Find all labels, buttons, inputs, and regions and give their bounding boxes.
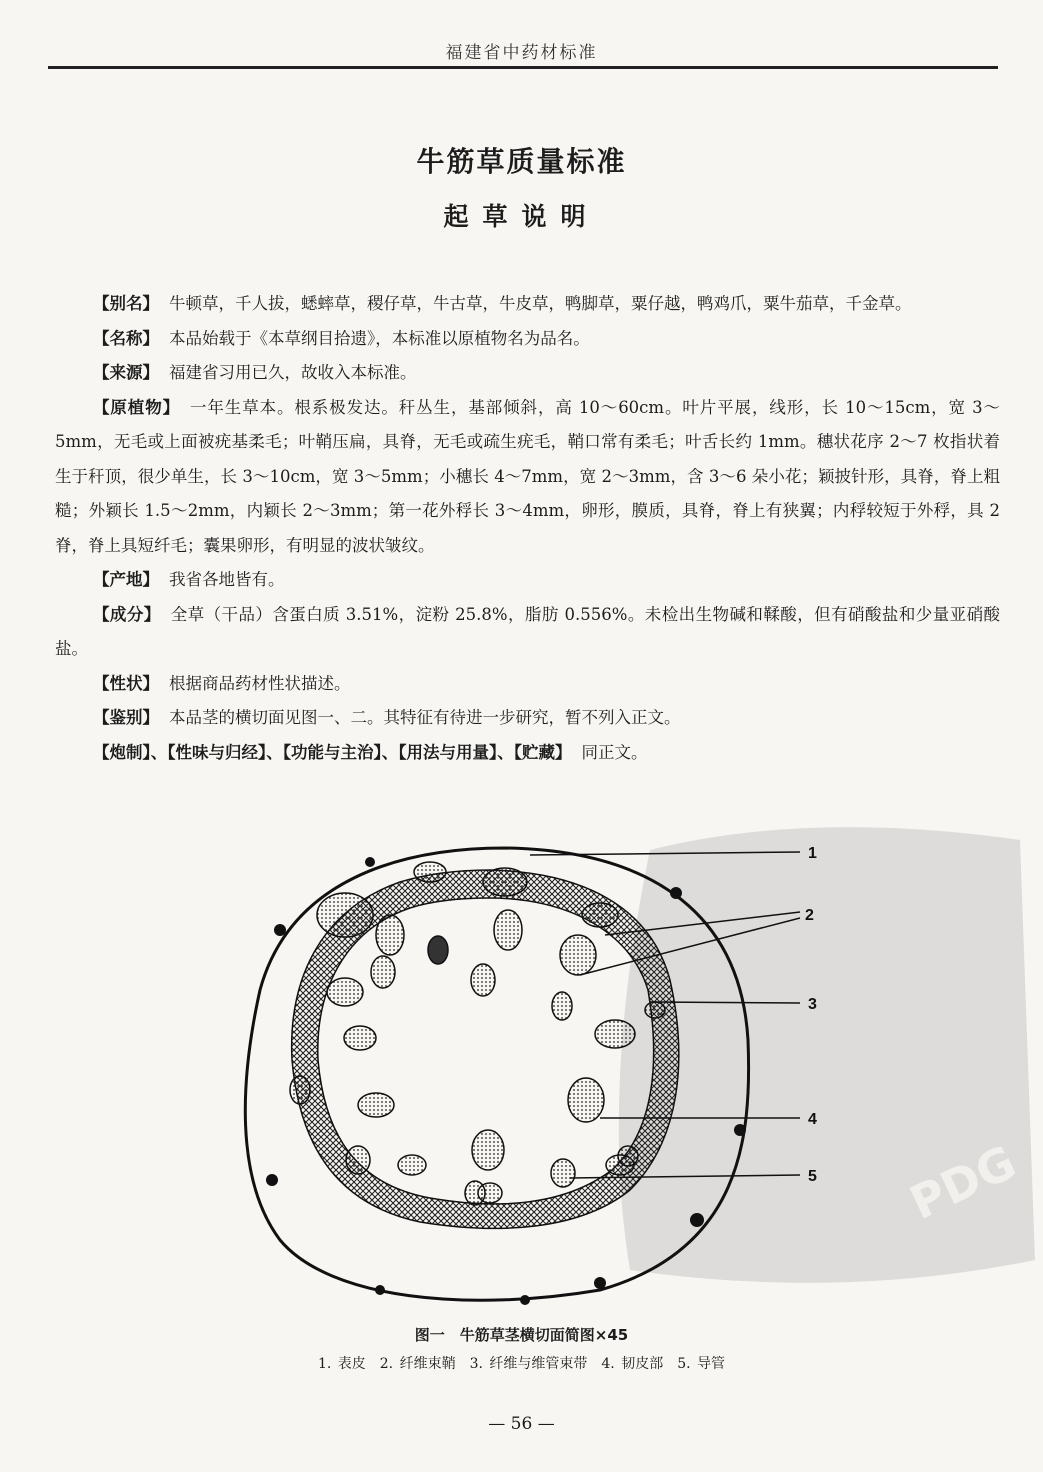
- section-tag: 【别名】: [93, 294, 159, 313]
- figure-caption: 图一 牛筋草茎横切面简图×45: [414, 1326, 629, 1344]
- section-tag: 【成分】: [93, 604, 161, 624]
- vascular-bundles: [327, 910, 638, 1205]
- callout-label: 5: [808, 1168, 817, 1185]
- callout-label: 2: [805, 907, 814, 924]
- figure-legend: 1. 表皮 2. 纤维束鞘 3. 纤维与维管束带 4. 韧皮部 5. 导管: [317, 1356, 726, 1372]
- section-name: [55, 322, 1000, 357]
- section-plant: [55, 391, 1000, 564]
- section-origin: [55, 563, 1000, 598]
- callout-label: 3: [808, 996, 817, 1013]
- section-text: 同正文。: [581, 742, 648, 762]
- page-number: — 56 —: [488, 1414, 555, 1434]
- stem-cross-section-figure: [0, 830, 1043, 1320]
- section-alias: [55, 287, 1000, 322]
- section-tag: 【来源】: [93, 363, 159, 382]
- section-text: 一年生草本。根系极发达。秆丛生，基部倾斜，高 10～60cm。叶片平展，线形，长 10～15cm，宽 3～5mm，无毛或上面被疣基柔毛；叶鞘压扁，具脊，无毛或疏生疣毛，鞘口常有柔毛；叶舌长约 1mm。穗状花序 2～7 枚指状着生于秆顶，很少单生，长 3～10cm，宽 3～5mm；小穗长 4～7mm，宽 2～3mm，含 3～6 朵小花；颖披针形，具脊，脊上粗糙；外颖长 1.5～2mm，内颖长 2～3mm；第一花外稃长 3～4mm，卵形，膜质，具脊，脊上有狭翼；内稃较短于外稃，具 2 脊，脊上具短纤毛；囊果卵形，有明显的波状皱纹。: [55, 397, 1000, 555]
- header-rule: [48, 66, 998, 69]
- section-identification: [55, 701, 1000, 736]
- section-tag: 【性状】: [93, 673, 159, 693]
- section-tag: 【产地】: [93, 570, 159, 589]
- fiber-sheath-caps: [290, 862, 665, 1175]
- section-tag: 【名称】: [93, 328, 159, 348]
- section-text: 牛顿草，千人拔，蟋蟀草，稷仔草，牛古草，牛皮草，鸭脚草，粟仔越，鸭鸡爪，粟牛茄草，千金草。: [169, 294, 912, 313]
- section-tag: 【鉴别】: [93, 708, 159, 727]
- section-text: 全草（干品）含蛋白质 3.51%，淀粉 25.8%，脂肪 0.556%。未检出生物碱和鞣酸，但有硝酸盐和少量亚硝酸盐。: [55, 604, 1001, 658]
- page-title: 牛筋草质量标准: [416, 145, 627, 178]
- callout-label: 1: [808, 845, 817, 862]
- callout-label: 4: [808, 1111, 817, 1128]
- running-header: 福建省中药材标准: [445, 43, 598, 63]
- section-others: [55, 736, 1000, 771]
- callout-labels: [805, 845, 817, 1185]
- section-text: 福建省习用已久，故收入本标准。: [169, 363, 417, 382]
- page-subtitle: 起草说明: [443, 202, 600, 231]
- section-text: 本品茎的横切面见图一、二。其特征有待进一步研究，暂不列入正文。: [169, 708, 681, 727]
- watermark-text: PDG: [901, 1134, 1025, 1230]
- section-tag: 【原植物】: [93, 397, 180, 417]
- body-text: [55, 287, 1000, 770]
- section-text: 我省各地皆有。: [169, 570, 285, 589]
- section-text: 本品始载于《本草纲目拾遗》，本标准以原植物名为品名。: [169, 328, 590, 348]
- section-characters: [55, 667, 1000, 702]
- section-source: [55, 356, 1000, 391]
- section-text: 根据商品药材性状描述。: [169, 673, 351, 693]
- section-tag: 【炮制】、【性味与归经】、【功能与主治】、【用法与用量】、【贮藏】: [93, 742, 572, 762]
- section-composition: [55, 598, 1000, 667]
